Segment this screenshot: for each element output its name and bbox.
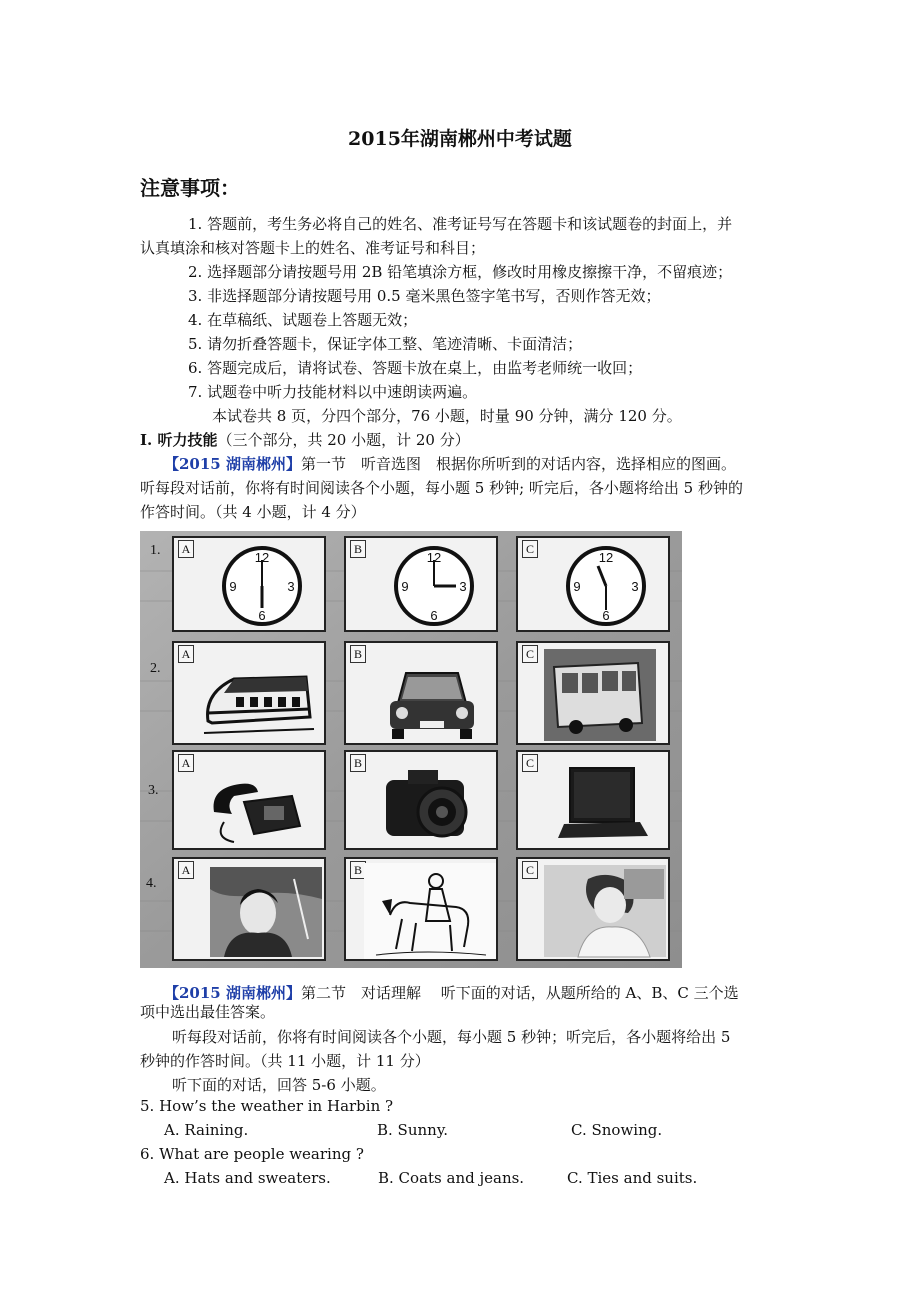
notice-heading: 注意事项： — [140, 176, 240, 200]
option-label: B — [350, 754, 366, 772]
notice-item-3: 3. 非选择题部分请按题号用 0.5 毫米黑色签字笔书写，否则作答无效； — [188, 287, 661, 305]
notice-item-7: 7. 试题卷中听力技能材料以中速朗读两遍。 — [188, 383, 478, 401]
section2-tag: 【2015 湖南郴州】 — [164, 984, 301, 1002]
option-4b — [344, 857, 498, 961]
notice-summary: 本试卷共 8 页，分四个部分，76 小题，时量 90 分钟，满分 120 分。 — [212, 407, 682, 425]
clock-3-00-icon — [346, 538, 500, 634]
option-label: A — [178, 540, 194, 558]
option-1c — [516, 536, 670, 632]
option-2a — [172, 641, 326, 745]
option-3a — [172, 750, 326, 850]
option-label: A — [178, 645, 194, 663]
page-title: 2015年湖南郴州中考试题 — [348, 128, 572, 150]
question-5-option-c[interactable]: C. Snowing. — [571, 1121, 663, 1139]
notice-item-4: 4. 在草稿纸、试题卷上答题无效； — [188, 311, 418, 329]
option-4a — [172, 857, 326, 961]
svg-text:6: 6 — [430, 608, 438, 623]
question-6-option-a[interactable]: A. Hats and sweaters. — [164, 1169, 331, 1187]
section2-text: 第二节 对话理解 听下面的对话，从题所给的 A、B、C 三个选 — [300, 984, 739, 1002]
section1-line1 — [164, 452, 736, 476]
horse-rider-icon — [346, 859, 500, 963]
option-1b — [344, 536, 498, 632]
svg-text:12: 12 — [254, 550, 270, 565]
girl-photo — [518, 859, 672, 963]
svg-text:6: 6 — [258, 608, 266, 623]
svg-text:3: 3 — [631, 579, 639, 594]
section1-line2: 听每段对话前，你将有时间阅读各个小题，每小题 5 秒钟; 听完后，各小题将给出 5 秒钟的 — [140, 479, 743, 497]
camera-icon — [346, 752, 500, 852]
row-number-1: 1. — [150, 543, 161, 558]
option-label: A — [178, 754, 194, 772]
question-6-option-c[interactable]: C. Ties and suits. — [567, 1169, 698, 1187]
option-label: A — [178, 861, 194, 879]
clock-11-30-icon — [518, 538, 672, 634]
svg-text:6: 6 — [602, 608, 610, 623]
telephone-icon — [174, 752, 328, 852]
option-2b — [344, 641, 498, 745]
section2-line4: 秒钟的作答时间。（共 11 小题，计 11 分） — [140, 1052, 430, 1070]
svg-text:9: 9 — [229, 579, 237, 594]
notice-item-1: 1. 答题前，考生务必将自己的姓名、准考证号写在答题卡和该试题卷的封面上，并 — [188, 215, 733, 233]
section2-line3: 听每段对话前，你将有时间阅读各个小题，每小题 5 秒钟；听完后，各小题将给出 5 — [172, 1028, 731, 1046]
svg-text:12: 12 — [426, 550, 442, 565]
option-2c — [516, 641, 670, 745]
boy-photo — [174, 859, 328, 963]
option-label: B — [350, 540, 366, 558]
train-icon — [174, 643, 328, 747]
option-3b — [344, 750, 498, 850]
option-label: B — [350, 645, 366, 663]
section2-line5: 听下面的对话，回答 5-6 小题。 — [172, 1076, 386, 1094]
question-6-stem: 6. What are people wearing ? — [140, 1145, 364, 1163]
question-5-option-b[interactable]: B. Sunny. — [377, 1121, 449, 1139]
part1-note: （三个部分，共 20 小题，计 20 分） — [217, 431, 470, 449]
laptop-icon — [518, 752, 672, 852]
option-label: C — [522, 540, 538, 558]
part1-heading-row — [140, 428, 470, 452]
notice-item-6: 6. 答题完成后，请将试卷、答题卡放在桌上，由监考老师统一收回； — [188, 359, 643, 377]
option-label: C — [522, 754, 538, 772]
svg-text:9: 9 — [401, 579, 409, 594]
part1-heading: I. 听力技能 — [140, 431, 218, 449]
option-3c — [516, 750, 670, 850]
section1-tag: 【2015 湖南郴州】 — [164, 455, 301, 473]
question-6-option-b[interactable]: B. Coats and jeans. — [378, 1169, 525, 1187]
svg-text:3: 3 — [459, 579, 467, 594]
question-5-stem: 5. How’s the weather in Harbin ? — [140, 1097, 394, 1115]
question-5-option-a[interactable]: A. Raining. — [164, 1121, 249, 1139]
option-label: C — [522, 861, 538, 879]
section1-line3: 作答时间。（共 4 小题，计 4 分） — [140, 503, 366, 521]
clock-6-00-icon — [174, 538, 328, 634]
row-number-3: 3. — [148, 783, 159, 798]
notice-item-1-cont: 认真填涂和核对答题卡上的姓名、准考证号和科目； — [140, 239, 486, 257]
svg-text:12: 12 — [598, 550, 614, 565]
row-number-4: 4. — [146, 876, 157, 891]
section2-line2: 项中选出最佳答案。 — [140, 1003, 276, 1021]
notice-item-2: 2. 选择题部分请按题号用 2B 铅笔填涂方框，修改时用橡皮擦擦干净，不留痕迹； — [188, 263, 733, 281]
notice-item-5: 5. 请勿折叠答题卡，保证字体工整、笔迹清晰、卡面清洁； — [188, 335, 583, 353]
option-4c — [516, 857, 670, 961]
listening-picture-panel — [140, 531, 682, 968]
row-number-2: 2. — [150, 661, 161, 676]
option-1a — [172, 536, 326, 632]
bus-icon — [518, 643, 672, 747]
svg-text:9: 9 — [573, 579, 581, 594]
svg-text:3: 3 — [287, 579, 295, 594]
car-icon — [346, 643, 500, 747]
option-label: B — [350, 861, 366, 879]
section1-text: 第一节 听音选图 根据你所听到的对话内容，选择相应的图画。 — [300, 455, 736, 473]
option-label: C — [522, 645, 538, 663]
